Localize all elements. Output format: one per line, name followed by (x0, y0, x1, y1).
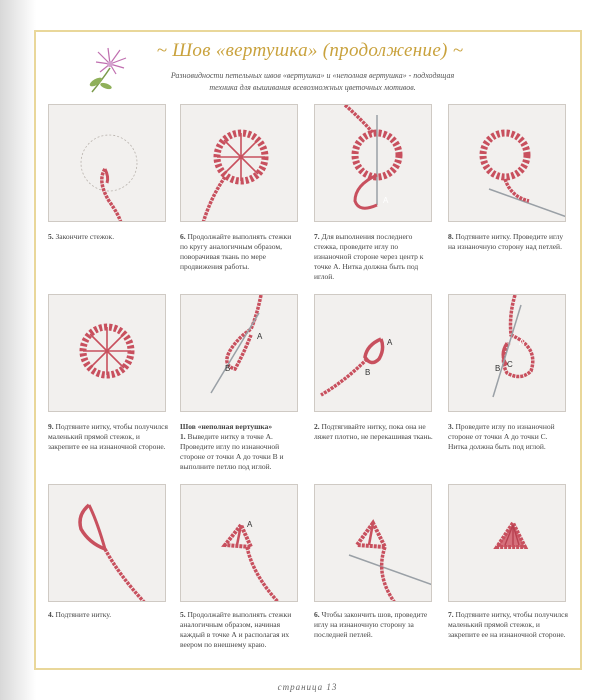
step-caption-8: 8. Подтяните нитку. Проведите иглу на изнаночную сторону над петлей. (448, 232, 564, 251)
step-caption-5: 5. Закончите стежок. (48, 232, 115, 241)
half-step-image-7 (448, 484, 566, 602)
step-image-8 (448, 104, 566, 222)
step-image-6 (180, 104, 298, 222)
half-step-caption-1: Шов «неполная вертушка» 1. Выведите нитку в точке А. Проведите иглу по изнаночной стороне от точки А до точки В и выполните петлю под иглой. (180, 422, 300, 472)
flower-decoration-icon (80, 42, 144, 98)
half-step-image-4 (48, 484, 166, 602)
half-step-image-3 (448, 294, 566, 412)
point-label-a: A (519, 338, 525, 347)
step-image-5 (48, 104, 166, 222)
half-step-caption-6: 6. Чтобы закончить шов, проведите иглу на изнаночную сторону за последней петлей. (314, 610, 428, 639)
point-label-a: A (257, 332, 263, 341)
half-step-caption-7: 7. Подтяните нитку, чтобы получился маленький прямой стежок, и закрепите ее на изнаночной стороне. (448, 610, 568, 639)
step-image-9 (48, 294, 166, 412)
book-spine-shadow (0, 0, 36, 700)
step-caption-6: 6. Продолжайте выполнять стежки по кругу аналогичным образом, поворачивая ткань по мере продвижения работы. (180, 232, 292, 271)
half-step-caption-2: 2. Подтягивайте нитку, пока она не ляжет плотно, не перекашивая ткань. (314, 422, 433, 441)
point-label-a: A (247, 520, 253, 529)
point-label-b: B (495, 364, 501, 373)
point-label-b: B (225, 364, 231, 373)
point-label-c: C (507, 360, 513, 369)
point-label-a: A (383, 196, 389, 205)
page-subtitle: Разновидности петельных швов «вертушка» и «неполная вертушка» - подходящая техника для вышивания всевозможных цветочных мотивов. (170, 71, 455, 92)
half-step-image-6 (314, 484, 432, 602)
step-image-7 (314, 104, 432, 222)
half-stitch-heading: Шов «неполная вертушка» (180, 422, 273, 431)
step-caption-9: 9. Подтяните нитку, чтобы получился маленький прямой стежок, и закрепите ее на изнаночной стороне. (48, 422, 168, 451)
half-step-image-1 (180, 294, 298, 412)
half-step-image-5 (180, 484, 298, 602)
page-number: страница 13 (277, 682, 338, 692)
half-step-image-2 (314, 294, 432, 412)
point-label-a: A (387, 338, 393, 347)
point-label-b: B (365, 368, 371, 377)
step-caption-7: 7. Для выполнения последнего стежка, проведите иглу по изнаночной стороне через центр к точке А. Нитка должна быть под иглой. (314, 232, 424, 281)
page-title: ~ Шов «вертушка» (продолжение) ~ (156, 40, 464, 61)
half-step-caption-3: 3. Проведите иглу по изнаночной стороне от точки А до точки С. Нитка должна быть под иглой. (448, 422, 555, 451)
half-step-caption-5: 5. Продолжайте выполнять стежки аналогичным образом, начиная каждый в точке А и располагая их веером по внешнему краю. (180, 610, 292, 649)
half-step-caption-4: 4. Подтяните нитку. (48, 610, 112, 619)
